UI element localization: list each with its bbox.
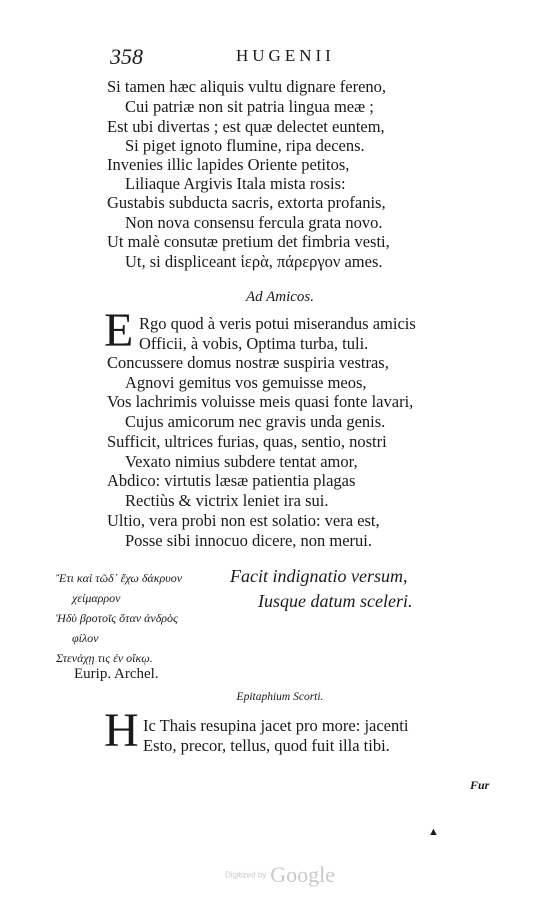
- page-number: 358: [110, 44, 143, 69]
- verse-line: Sufficit, ultrices furias, quas, sentio, nostri: [107, 432, 387, 451]
- verse-line: Ut, si displiceant ἱερὰ, πάρεργον ames.: [125, 252, 383, 271]
- verse-line: Rectiùs & victrix leniet ira sui.: [125, 491, 329, 510]
- verse-line: Vexato nimius subdere tentat amor,: [125, 452, 358, 471]
- verse-line: Officii, à vobis, Optima turba, tuli.: [139, 334, 369, 353]
- greek-quote-line: Ἡδὺ βροτοῖς ὅταν ἀνδρὸς: [56, 611, 178, 625]
- verse-line: Si tamen hæc aliquis vultu dignare fereno,: [107, 77, 387, 96]
- ink-speck: ▲: [428, 826, 439, 838]
- latin-quote-line: Facit indignatio versum,: [230, 566, 408, 586]
- watermark-caption: Digitized by: [224, 870, 267, 880]
- latin-quote-line: Iusque datum sceleri.: [258, 591, 413, 611]
- verse-line: Abdico: virtutis læsæ patientia plagas: [107, 471, 356, 490]
- verse-line: Cui patriæ non sit patria lingua meæ ;: [125, 97, 374, 116]
- greek-quote-line: φίλον: [72, 631, 99, 645]
- catchword: Fur: [470, 778, 490, 792]
- quote-citation: Eurip. Archel.: [74, 666, 159, 682]
- greek-quote-line: Ἔτι καὶ τῶδ᾽ ἔχω δάκρυον: [56, 571, 183, 585]
- running-title: HUGENII: [236, 46, 335, 65]
- verse-line: Agnovi gemitus vos gemuisse meos,: [125, 373, 367, 392]
- section-heading: Epitaphium Scorti.: [236, 691, 324, 703]
- verse-line: Ut malè consutæ pretium det fimbria vesti,: [107, 232, 390, 251]
- verse-line: Ultio, vera probi non est solatio: vera est,: [107, 511, 380, 530]
- verse-line: Non nova consensu fercula grata novo.: [125, 213, 383, 232]
- verse-line: Gustabis subducta sacris, extorta profanis,: [107, 193, 386, 212]
- verse-line: Liliaque Argivis Itala mista rosis:: [125, 174, 346, 193]
- google-logo: Google: [270, 862, 336, 887]
- verse-line: Ic Thais resupina jacet pro more: jacenti: [143, 716, 409, 735]
- drop-capital: H: [104, 704, 139, 757]
- verse-line: Esto, precor, tellus, quod fuit illa tibi.: [143, 736, 390, 755]
- verse-line: Si piget ignoto flumine, ripa decens.: [125, 136, 365, 155]
- verse-line: Vos lachrimis voluisse meis quasi fonte lavari,: [107, 392, 414, 411]
- greek-quote-line: χείμαρρον: [72, 591, 121, 605]
- verse-line: Posse sibi innocuo dicere, non merui.: [125, 531, 373, 550]
- verse-line: Rgo quod à veris potui miserandus amicis: [139, 314, 416, 333]
- verse-line: Invenies illic lapides Oriente petitos,: [107, 155, 350, 174]
- verse-line: Cujus amicorum nec gravis unda genis.: [125, 412, 386, 431]
- digitization-watermark: [0, 862, 560, 888]
- verse-line: Concussere domus nostræ suspiria vestras,: [107, 353, 389, 372]
- section-heading: Ad Amicos.: [245, 289, 315, 305]
- verse-line: Est ubi divertas ; est quæ delectet euntem,: [107, 117, 385, 136]
- page-header: [110, 44, 440, 74]
- drop-capital: E: [104, 304, 134, 357]
- greek-quote-line: Στενάχῃ τις ἐν οἴκῳ.: [56, 651, 153, 665]
